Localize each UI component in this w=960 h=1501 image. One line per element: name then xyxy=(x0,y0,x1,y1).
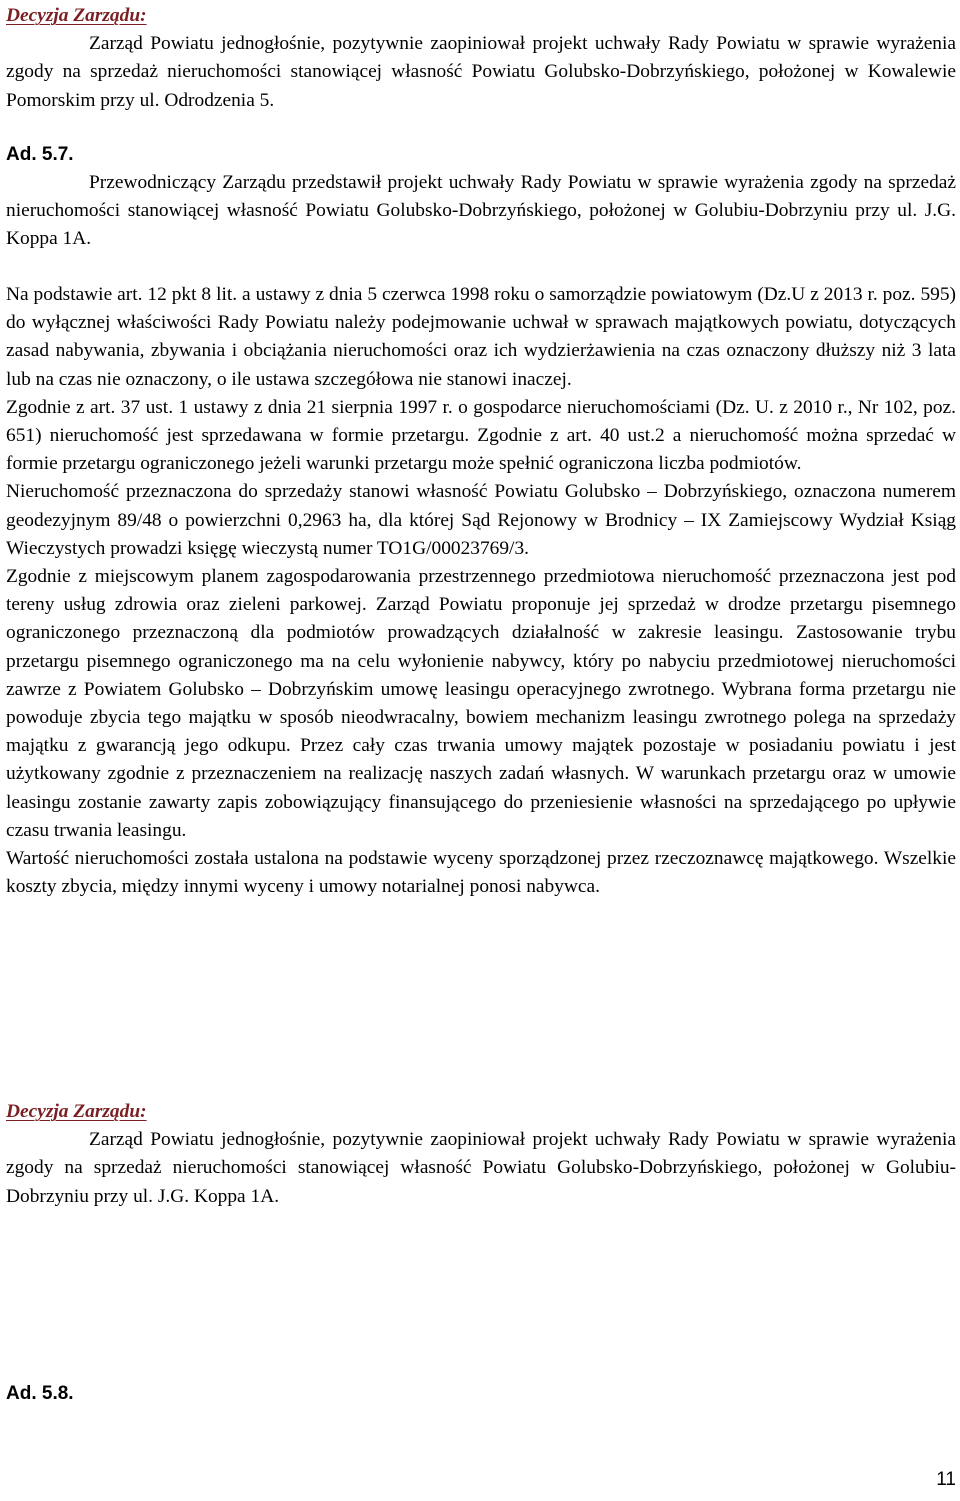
page-number: 11 xyxy=(936,1469,956,1490)
agenda-label: Ad. 5.8. xyxy=(6,1383,74,1404)
body-paragraph: Wartość nieruchomości została ustalona na podstawie wyceny sporządzonej przez rzeczoznawcę majątkowego. Wszelkie koszty zbycia, między innymi wyceny i umowy notarialnej ponosi nabywca. xyxy=(6,848,956,898)
decision-heading: Decyzja Zarządu: xyxy=(6,1101,147,1122)
body-paragraph: Na podstawie art. 12 pkt 8 lit. a ustawy z dnia 5 czerwca 1998 roku o samorządzie powiatowym (Dz.U z 2013 r. poz. 595) do wyłącznej właściwości Rady Powiatu należy podejmowanie uchwał w sprawach majątkowych powiatu, dotyczących zasad nabywania, zbywania i obciążania nieruchomości oraz ich wydzierżawienia na czas oznaczony dłuższy niż 3 lata lub na czas nie oznaczony, o ile ustawa szczegółowa nie stanowi inaczej. xyxy=(6,284,956,390)
decision-block-2 xyxy=(6,1098,956,1211)
decision-text: Zarząd Powiatu jednogłośnie, pozytywnie zaopiniował projekt uchwały Rady Powiatu w sprawie wyrażenia zgody na sprzedaż nieruchomości stanowiącej własność Powiatu Golubsko-Dobrzyńskiego, położonej w Kowalewie Pomorskim przy ul. Odrodzenia 5. xyxy=(6,33,956,111)
intro-paragraph: Przewodniczący Zarządu przedstawił projekt uchwały Rady Powiatu w sprawie wyrażenia zgody na sprzedaż nieruchomości stanowiącej własność Powiatu Golubsko-Dobrzyńskiego, położonej w Golubiu-Dobrzyniu przy ul. J.G. Koppa 1A. xyxy=(6,172,956,250)
decision-heading: Decyzja Zarządu: xyxy=(6,5,147,26)
body-paragraph: Zgodnie z art. 37 ust. 1 ustawy z dnia 21 sierpnia 1997 r. o gospodarce nieruchomościami (Dz. U. z 2010 r., Nr 102, poz. 651) nieruchomość jest sprzedawana w formie przetargu. Zgodnie z art. 40 ust.2 a nieruchomość można sprzedać w formie przetargu ograniczonego jeżeli warunki przetargu może spełnić ograniczona liczba podmiotów. xyxy=(6,396,956,475)
agenda-item-5-7-body xyxy=(6,281,956,901)
agenda-item-5-8-label xyxy=(6,1380,956,1408)
agenda-label: Ad. 5.7. xyxy=(6,144,74,165)
agenda-item-5-7-label xyxy=(6,141,956,169)
agenda-item-5-7-intro xyxy=(6,169,956,254)
body-paragraph: Zgodnie z miejscowym planem zagospodarowania przestrzennego przedmiotowa nieruchomość przeznaczona jest pod tereny usług zdrowia oraz zieleni parkowej. Zarząd Powiatu proponuje jej sprzedaż w drodze przetargu pisemnego ograniczonego przeznaczoną dla podmiotów prowadzących działalność w zakresie leasingu. Zastosowanie trybu przetargu pisemnego ograniczonego ma na celu wyłonienie nabywcy, który po nabyciu przedmiotowej nieruchomości zawrze z Powiatem Golubsko – Dobrzyńskim umowę leasingu operacyjnego zwrotnego. Wybrana forma przetargu nie powoduje zbycia tego majątku w sposób nieodwracalny, bowiem mechanizm leasingu zwrotnego polega na sprzedaży majątku z gwarancją jego odkupu. Przez cały czas trwania umowy majątek pozostaje w posiadaniu powiatu i jest użytkowany zgodnie z przeznaczeniem na realizację naszych zadań własnych. W warunkach przetargu oraz w umowie leasingu zostanie zawarty zapis zobowiązujący finansującego do przeniesienie własności na sprzedającego po upływie czasu trwania leasingu. xyxy=(6,566,956,841)
decision-text: Zarząd Powiatu jednogłośnie, pozytywnie zaopiniował projekt uchwały Rady Powiatu w sprawie wyrażenia zgody na sprzedaż nieruchomości stanowiącej własność Powiatu Golubsko-Dobrzyńskiego, położonej w Golubiu-Dobrzyniu przy ul. J.G. Koppa 1A. xyxy=(6,1129,956,1207)
decision-block-1 xyxy=(6,2,956,115)
body-paragraph: Nieruchomość przeznaczona do sprzedaży stanowi własność Powiatu Golubsko – Dobrzyńskiego, oznaczona numerem geodezyjnym 89/48 o powierzchni 0,2963 ha, dla której Sąd Rejonowy w Brodnicy – IX Zamiejscowy Wydział Ksiąg Wieczystych prowadzi księgę wieczystą numer TO1G/00023769/3. xyxy=(6,481,956,559)
